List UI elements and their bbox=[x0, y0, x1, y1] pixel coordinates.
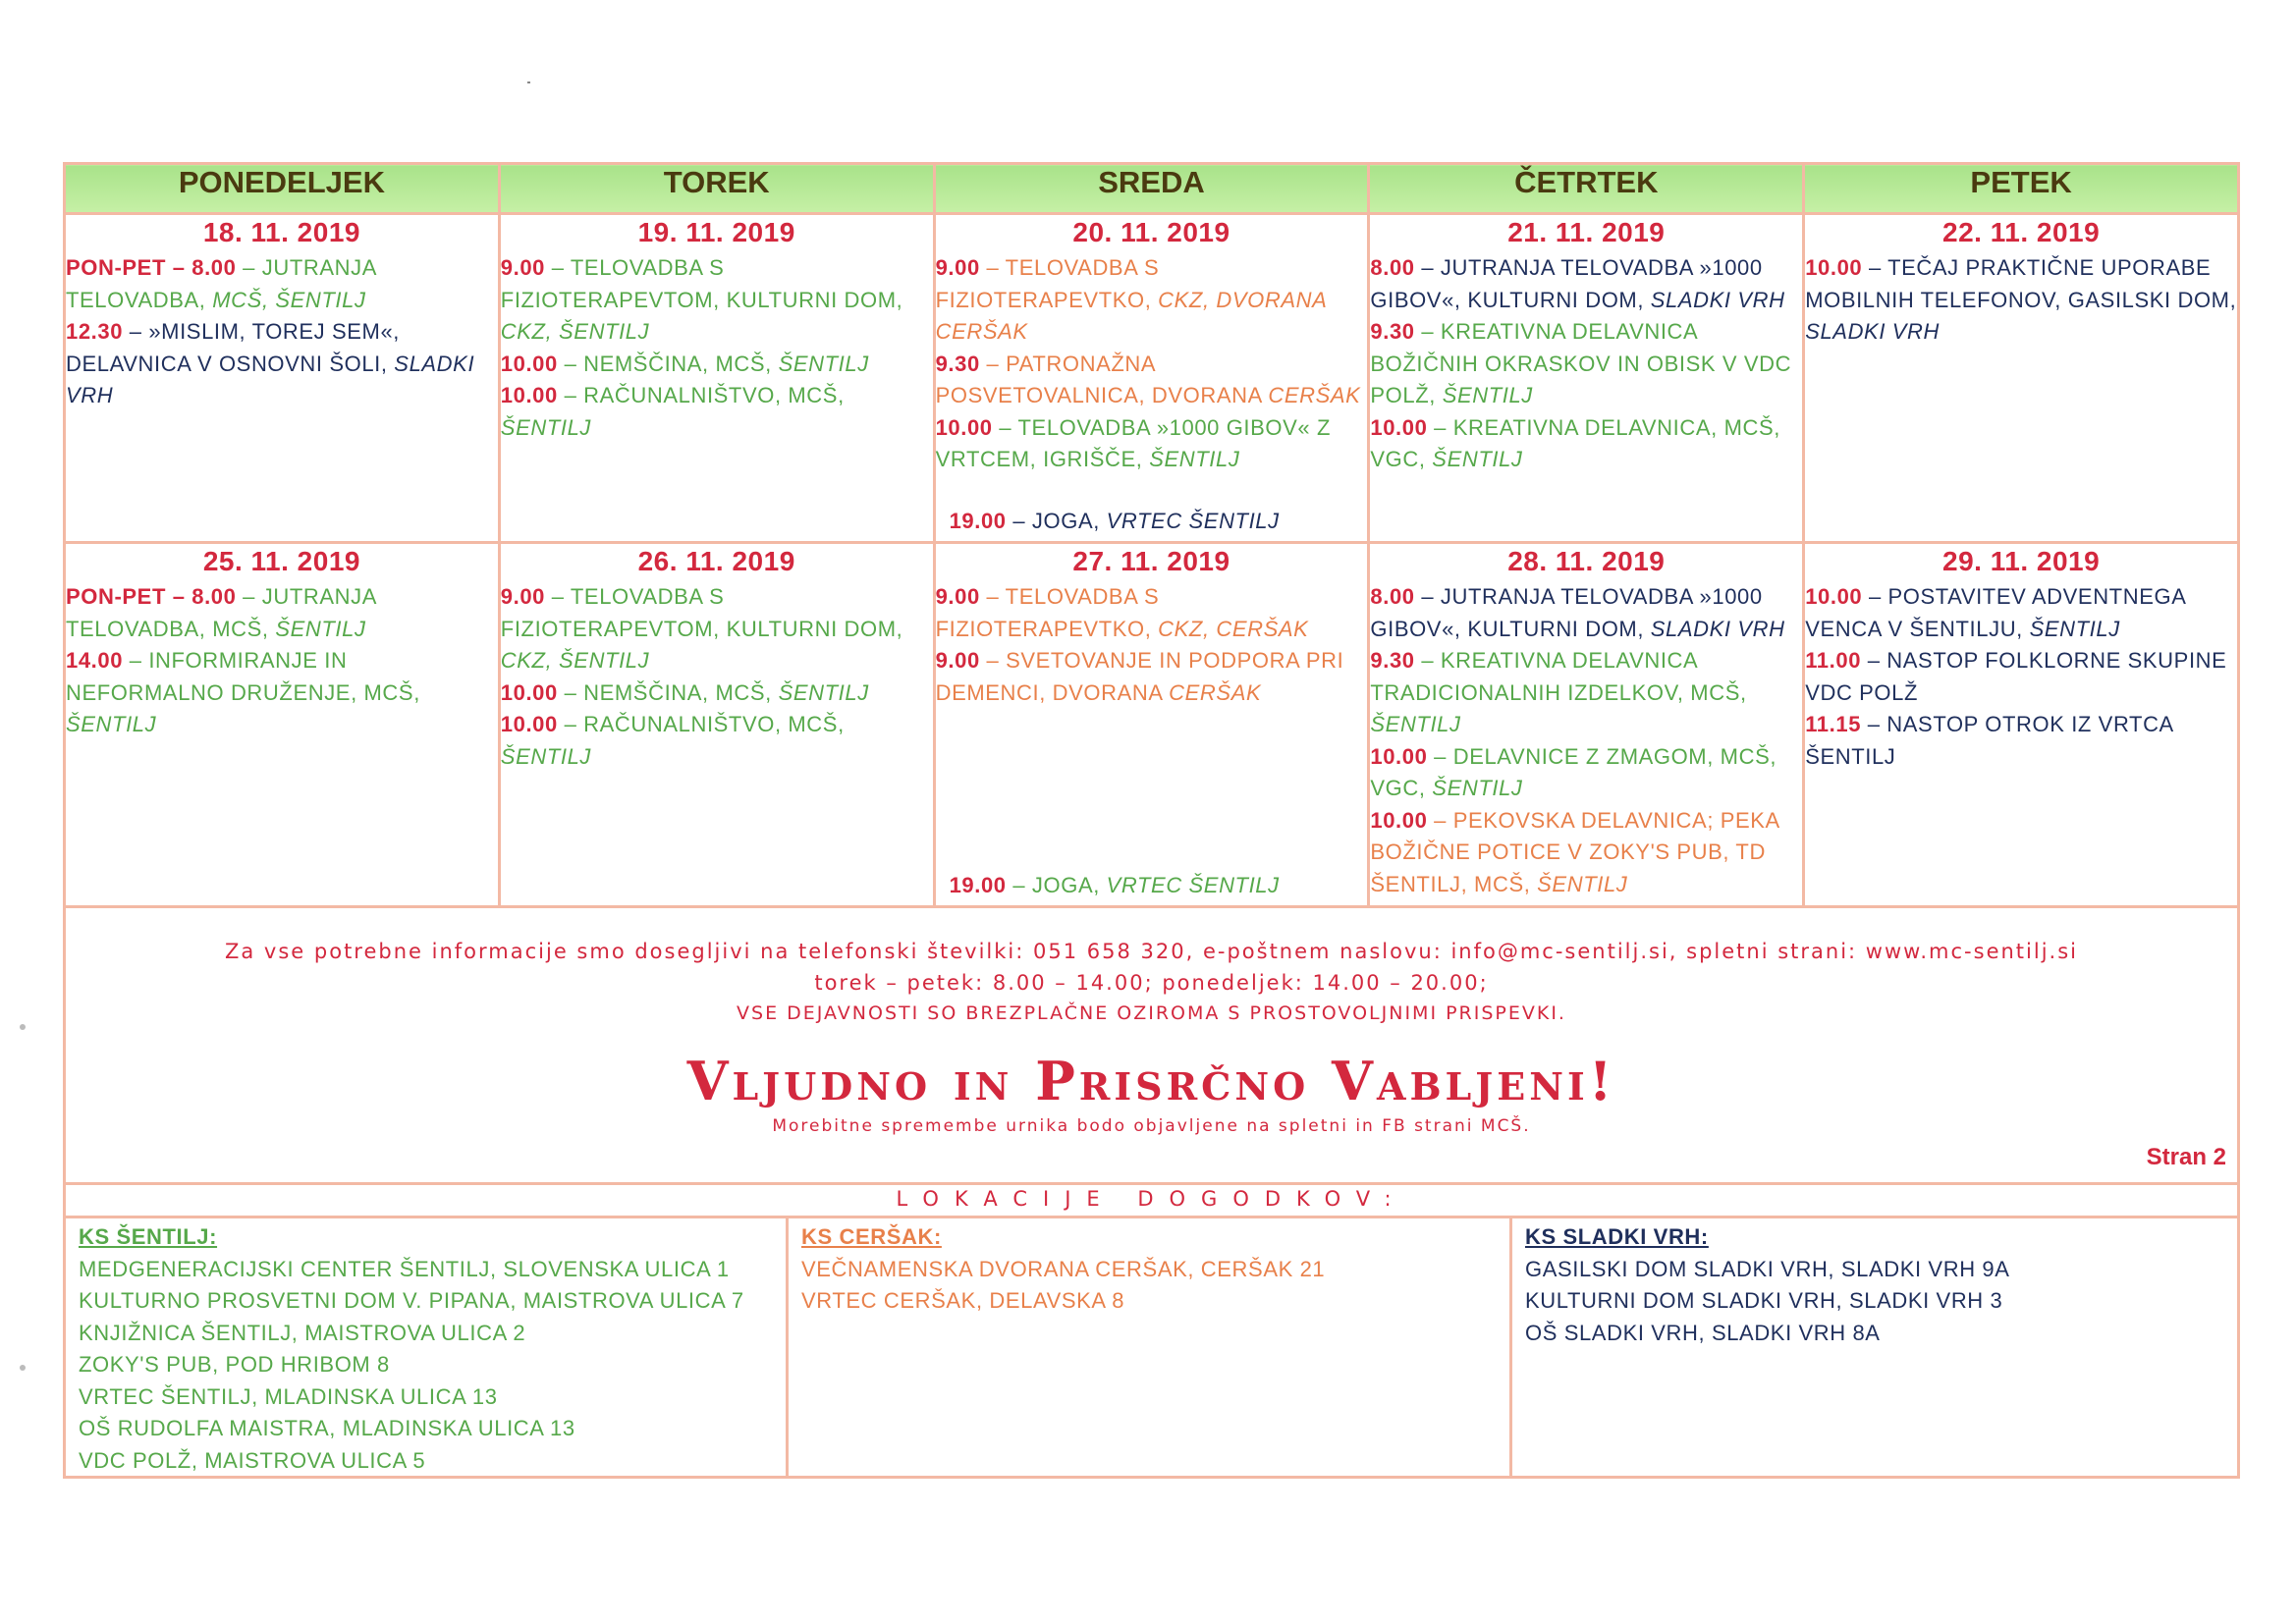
date-label: 21. 11. 2019 bbox=[1507, 217, 1666, 247]
page-number: Stran 2 bbox=[2146, 1144, 2226, 1170]
event-item: 19.00 – JOGA, VRTEC ŠENTILJ bbox=[949, 872, 1280, 897]
event-item: 9.00 – SVETOVANJE IN PODPORA PRI DEMENCI, DVORANA CERŠAK bbox=[935, 648, 1344, 705]
day-header-friday: PETEK bbox=[1804, 164, 2239, 214]
cell-tuesday-week1 bbox=[499, 214, 934, 543]
event-item: 9.00 – TELOVADBA S FIZIOTERAPEVTKO, CKZ, CERŠAK bbox=[935, 584, 1309, 641]
event-item: 10.00 – NEMŠČINA, MCŠ, ŠENTILJ bbox=[500, 351, 869, 376]
week-row-2 bbox=[65, 543, 2239, 907]
column-divider bbox=[786, 1216, 789, 1479]
cell-tuesday-week2 bbox=[499, 543, 934, 907]
location-item: VRTEC CERŠAK, DELAVSKA 8 bbox=[801, 1288, 1125, 1313]
event-item: 10.00 – DELAVNICE Z ZMAGOM, MCŠ, VGC, ŠENTILJ bbox=[1370, 743, 1777, 800]
day-header-monday: PONEDELJEK bbox=[65, 164, 500, 214]
date-label: 25. 11. 2019 bbox=[202, 546, 360, 576]
event-item: 10.00 – NEMŠČINA, MCŠ, ŠENTILJ bbox=[500, 679, 869, 705]
location-item: VEČNAMENSKA DVORANA CERŠAK, CERŠAK 21 bbox=[801, 1256, 1326, 1281]
date-label: 20. 11. 2019 bbox=[1072, 217, 1230, 247]
locations-title: LOKACIJE DOGODKOV: bbox=[896, 1187, 1407, 1211]
locations-sentilj bbox=[79, 1221, 744, 1477]
event-item: 14.00 – INFORMIRANJE IN NEFORMALNO DRUŽENJE, MCŠ, ŠENTILJ bbox=[66, 648, 420, 736]
contact-line: Za vse potrebne informacije smo dosegljivi na telefonski številki: 051 658 320, e-poštnem naslovu: info@mc-sentilj.si, spletni strani: www.mc-sentilj.si bbox=[225, 940, 2078, 963]
event-item: 10.00 – TEČAJ PRAKTIČNE UPORABE MOBILNIH TELEFONOV, GASILSKI DOM, SLADKI VRH bbox=[1805, 255, 2237, 344]
location-item: OŠ SLADKI VRH, SLADKI VRH 8A bbox=[1525, 1320, 1881, 1345]
event-item: PON-PET – 8.00 – JUTRANJA TELOVADBA, MCŠ, ŠENTILJ bbox=[66, 255, 376, 312]
event-item: 19.00 – JOGA, VRTEC ŠENTILJ bbox=[949, 508, 1280, 533]
event-item: 9.30 – KREATIVNA DELAVNICA TRADICIONALNIH IZDELKOV, MCŠ, ŠENTILJ bbox=[1370, 648, 1747, 736]
event-item: 9.30 – PATRONAŽNA POSVETOVALNICA, DVORANA CERŠAK bbox=[935, 351, 1361, 407]
locations-heading: KS SLADKI VRH: bbox=[1525, 1224, 1709, 1249]
cell-wednesday-week1 bbox=[934, 214, 1369, 543]
event-item: 9.30 – KREATIVNA DELAVNICA BOŽIČNIH OKRASKOV IN OBISK V VDC POLŽ, ŠENTILJ bbox=[1370, 319, 1792, 407]
scan-speck bbox=[527, 81, 530, 83]
hours-line: torek – petek: 8.00 – 14.00; ponedeljek: 14.00 – 20.00; bbox=[814, 971, 1489, 995]
location-item: MEDGENERACIJSKI CENTER ŠENTILJ, SLOVENSKA ULICA 1 bbox=[79, 1256, 730, 1281]
location-item: KNJIŽNICA ŠENTILJ, MAISTROVA ULICA 2 bbox=[79, 1320, 526, 1345]
cell-friday-week2 bbox=[1804, 543, 2239, 907]
week-row-1 bbox=[65, 214, 2239, 543]
event-item: 8.00 – JUTRANJA TELOVADBA »1000 GIBOV«, KULTURNI DOM, SLADKI VRH bbox=[1370, 584, 1785, 641]
cell-thursday-week2 bbox=[1369, 543, 1804, 907]
info-section bbox=[63, 904, 2240, 1183]
day-header-wednesday: SREDA bbox=[934, 164, 1369, 214]
location-item: VRTEC ŠENTILJ, MLADINSKA ULICA 13 bbox=[79, 1383, 498, 1409]
location-item: VDC POLŽ, MAISTROVA ULICA 5 bbox=[79, 1447, 426, 1473]
event-item: 9.00 – TELOVADBA S FIZIOTERAPEVTOM, KULTURNI DOM, CKZ, ŠENTILJ bbox=[500, 255, 903, 344]
event-item: 8.00 – JUTRANJA TELOVADBA »1000 GIBOV«, KULTURNI DOM, SLADKI VRH bbox=[1370, 255, 1785, 312]
location-item: OŠ RUDOLFA MAISTRA, MLADINSKA ULICA 13 bbox=[79, 1416, 575, 1440]
event-item: 10.00 – KREATIVNA DELAVNICA, MCŠ, VGC, ŠENTILJ bbox=[1370, 414, 1780, 471]
day-header-thursday: ČETRTEK bbox=[1369, 164, 1804, 214]
schedule-table bbox=[63, 162, 2240, 908]
date-label: 26. 11. 2019 bbox=[637, 546, 795, 576]
location-item: GASILSKI DOM SLADKI VRH, SLADKI VRH 9A bbox=[1525, 1256, 2010, 1281]
event-item: 11.00 – NASTOP FOLKLORNE SKUPINE VDC POLŽ bbox=[1805, 648, 2227, 705]
cell-wednesday-week2 bbox=[934, 543, 1369, 907]
divider bbox=[63, 1216, 2240, 1218]
location-item: KULTURNI DOM SLADKI VRH, SLADKI VRH 3 bbox=[1525, 1288, 2003, 1313]
location-item: KULTURNO PROSVETNI DOM V. PIPANA, MAISTROVA ULICA 7 bbox=[79, 1288, 744, 1313]
date-label: 27. 11. 2019 bbox=[1072, 546, 1230, 576]
event-item: 10.00 – RAČUNALNIŠTVO, MCŠ, ŠENTILJ bbox=[500, 712, 845, 769]
date-label: 18. 11. 2019 bbox=[202, 217, 360, 247]
locations-heading: KS ŠENTILJ: bbox=[79, 1224, 218, 1249]
event-item: 10.00 – RAČUNALNIŠTVO, MCŠ, ŠENTILJ bbox=[500, 383, 845, 440]
day-header-tuesday: TOREK bbox=[499, 164, 934, 214]
invitation-headline: Vljudno in Prisrčno Vabljeni! bbox=[686, 1050, 1616, 1112]
date-label: 29. 11. 2019 bbox=[1942, 546, 2101, 576]
event-item: 9.00 – TELOVADBA S FIZIOTERAPEVTKO, CKZ, DVORANA CERŠAK bbox=[935, 255, 1327, 344]
column-divider bbox=[1509, 1216, 1512, 1479]
cell-monday-week1 bbox=[65, 214, 500, 543]
scan-mark bbox=[20, 1365, 26, 1371]
location-item: ZOKY'S PUB, POD HRIBOM 8 bbox=[79, 1352, 390, 1377]
event-item: 9.00 – TELOVADBA S FIZIOTERAPEVTOM, KULTURNI DOM, CKZ, ŠENTILJ bbox=[500, 584, 903, 673]
scan-mark bbox=[20, 1024, 26, 1030]
locations-sladki-vrh bbox=[1525, 1221, 2010, 1349]
event-item: 10.00 – POSTAVITEV ADVENTNEGA VENCA V ŠENTILJU, ŠENTILJ bbox=[1805, 584, 2186, 641]
free-activities-line: VSE DEJAVNOSTI SO BREZPLAČNE OZIROMA S PROSTOVOLJNIMI PRISPEVKI. bbox=[737, 1002, 1566, 1024]
cell-thursday-week1 bbox=[1369, 214, 1804, 543]
changes-note: Morebitne spremembe urnika bodo objavljene na spletni in FB strani MCŠ. bbox=[772, 1116, 1531, 1136]
event-item: 11.15 – NASTOP OTROK IZ VRTCA ŠENTILJ bbox=[1805, 712, 2173, 769]
day-header-row bbox=[65, 164, 2239, 214]
event-item: PON-PET – 8.00 – JUTRANJA TELOVADBA, MCŠ, ŠENTILJ bbox=[66, 584, 376, 641]
cell-friday-week1 bbox=[1804, 214, 2239, 543]
date-label: 22. 11. 2019 bbox=[1942, 217, 2101, 247]
event-item: 10.00 – TELOVADBA »1000 GIBOV« Z VRTCEM, IGRIŠČE, ŠENTILJ bbox=[935, 414, 1331, 471]
locations-cersak bbox=[801, 1221, 1325, 1318]
event-item: 10.00 – PEKOVSKA DELAVNICA; PEKA BOŽIČNE POTICE V ZOKY'S PUB, TD ŠENTILJ, MCŠ, ŠENTILJ bbox=[1370, 807, 1779, 896]
date-label: 28. 11. 2019 bbox=[1507, 546, 1666, 576]
locations-heading: KS CERŠAK: bbox=[801, 1224, 942, 1249]
cell-monday-week2 bbox=[65, 543, 500, 907]
event-item: 12.30 – »MISLIM, TOREJ SEM«, DELAVNICA V OSNOVNI ŠOLI, SLADKI VRH bbox=[66, 319, 475, 407]
date-label: 19. 11. 2019 bbox=[637, 217, 795, 247]
